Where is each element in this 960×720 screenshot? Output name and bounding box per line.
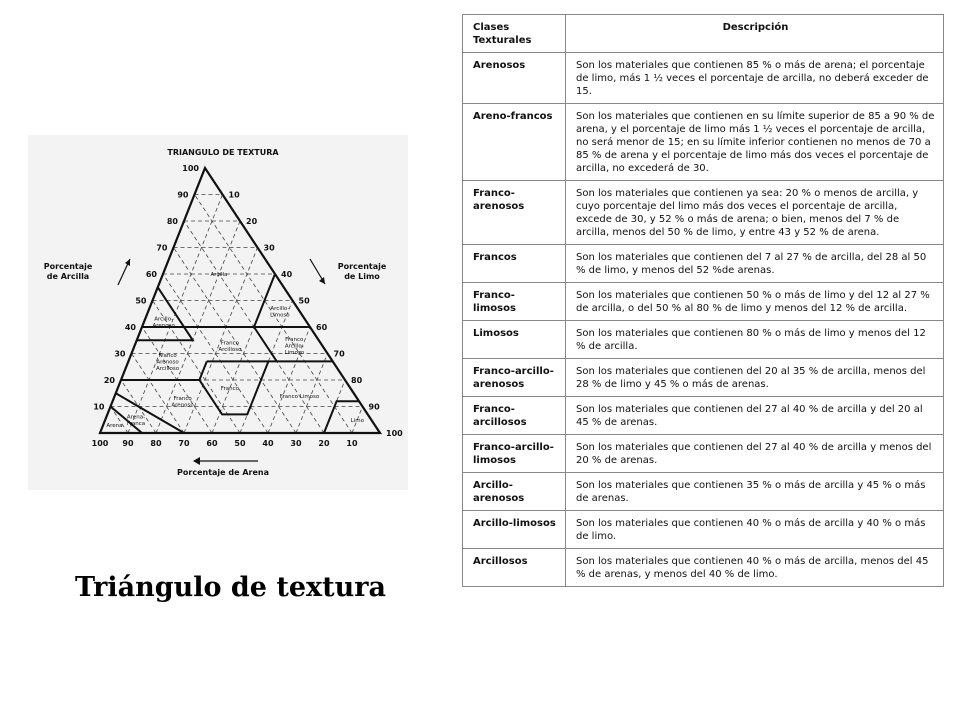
header-description: Descripción: [566, 15, 944, 53]
clay-tick-label: 60: [145, 270, 157, 279]
texture-class-name: Franco-arcillo-arenosos: [463, 359, 566, 397]
region-label: Arcilloso: [218, 346, 242, 353]
clay-tick-label: 40: [124, 323, 136, 332]
texture-class-name: Areno-francos: [463, 104, 566, 181]
table-row: [463, 283, 944, 321]
sand-tick-label: 10: [346, 439, 358, 448]
texture-classes-table: [462, 14, 944, 587]
table-row: [463, 359, 944, 397]
silt-tick-label: 100: [386, 429, 403, 438]
region-label: Franca: [126, 421, 146, 427]
texture-class-description: Son los materiales que contienen del 20 al 35 % de arcilla, menos del 28 % de limo y 45 % o más de arenas.: [566, 359, 944, 397]
silt-tick-label: 70: [333, 349, 345, 359]
silt-tick-label: 10: [228, 190, 240, 200]
region-label: Arcillo-: [154, 316, 174, 323]
region-label: Franco: [220, 340, 240, 347]
sand-axis-label: Porcentaje de Arena: [177, 468, 269, 477]
clay-tick-label: 80: [166, 217, 178, 226]
clay-tick-label: 20: [103, 376, 115, 385]
texture-class-description: Son los materiales que contienen 50 % o más de limo y del 12 al 27 % de arcilla, o del 50 % al 80 % de limo y menos del 12 % de arcilla.: [566, 283, 944, 321]
figure-caption: Triángulo de textura: [75, 572, 386, 603]
table-row: [463, 53, 944, 104]
texture-class-description: Son los materiales que contienen del 7 al 27 % de arcilla, del 28 al 50 % de limo, y menos del 52 %de arenas.: [566, 245, 944, 283]
clay-tick-label: 30: [114, 349, 126, 359]
region-label: Franco Limoso: [279, 393, 320, 400]
region-label: Franco: [220, 385, 240, 392]
region-label: Franco: [285, 337, 304, 343]
sand-tick-label: 60: [206, 439, 218, 448]
table-row: [463, 549, 944, 587]
clay-tick-label: 50: [135, 296, 147, 306]
clay-tick-label: 10: [93, 402, 105, 412]
region-label: Arcilloso: [156, 365, 180, 372]
table-row: [463, 321, 944, 359]
texture-triangle-diagram: [28, 135, 408, 490]
texture-class-name: Francos: [463, 245, 566, 283]
sand-tick-label: 100: [91, 439, 109, 448]
texture-class-name: Franco-arenosos: [463, 181, 566, 245]
header-texture-class: Clases Texturales: [463, 15, 566, 53]
clay-tick-label: 90: [177, 190, 189, 200]
region-label: Arcillo-: [284, 343, 304, 350]
texture-class-name: Arenosos: [463, 53, 566, 104]
region-label: Arena-: [126, 414, 146, 421]
class-boundary: [254, 327, 277, 361]
clay-tick-label: 70: [156, 243, 168, 253]
texture-class-name: Arcillo-arenosos: [463, 473, 566, 511]
table-row: [463, 181, 944, 245]
table-header-row: [463, 15, 944, 53]
clay-tick-label: 100: [182, 164, 199, 173]
texture-class-description: Son los materiales que contienen 40 % o más de arcilla, menos del 45 % de arenas, y menos del 40 % de limo.: [566, 549, 944, 587]
diagram-title: TRIANGULO DE TEXTURA: [167, 148, 279, 157]
texture-class-description: Son los materiales que contienen 40 % o más de arcilla y 40 % o más de limo.: [566, 511, 944, 549]
region-label: Limoso: [270, 312, 290, 319]
region-label: Arcillo-: [270, 305, 290, 312]
silt-axis-label-line2: de Limo: [344, 272, 380, 281]
sand-tick-label: 20: [318, 439, 330, 448]
silt-tick-label: 40: [281, 270, 293, 279]
table-row: [463, 245, 944, 283]
region-label: Limoso: [284, 350, 305, 356]
table-row: [463, 435, 944, 473]
sand-tick-label: 30: [290, 439, 302, 448]
region-label: Arena: [106, 423, 123, 430]
sand-tick-label: 80: [150, 439, 162, 448]
clay-axis-label-line2: de Arcilla: [46, 272, 90, 281]
texture-class-description: Son los materiales que contienen 85 % o más de arena; el porcentaje de limo, más 1 ½ veces el porcentaje de arcilla, no deberá exceder de 15.: [566, 53, 944, 104]
silt-axis-label-line1: Porcentaje: [337, 262, 387, 271]
table-row: [463, 104, 944, 181]
sand-arrowhead: [193, 457, 200, 465]
region-label: Arenoso: [156, 359, 179, 366]
table-row: [463, 473, 944, 511]
sand-tick-label: 50: [234, 439, 246, 448]
texture-class-name: Franco-arcillosos: [463, 397, 566, 435]
silt-tick-label: 50: [298, 296, 310, 306]
texture-class-name: Arcillo-limosos: [463, 511, 566, 549]
region-label: Arcilla: [210, 272, 228, 278]
sand-tick-label: 40: [262, 439, 274, 448]
texture-class-description: Son los materiales que contienen del 27 al 40 % de arcilla y del 20 al 45 % de arenas.: [566, 397, 944, 435]
texture-class-name: Franco-arcillo-limosos: [463, 435, 566, 473]
texture-class-description: Son los materiales que contienen en su límite superior de 85 a 90 % de arena, y el porcentaje de limo más 1 ½ veces el porcentaje de arcilla, no será menor de 15; en su límite inferior contienen no menos de 70 a 85 % de arena y el porcentaje de limo más dos veces el porcentaje de arcilla, no excederá de 30.: [566, 104, 944, 181]
table-row: [463, 511, 944, 549]
silt-tick-label: 90: [368, 402, 380, 412]
silt-tick-label: 20: [246, 217, 258, 226]
silt-tick-label: 80: [351, 376, 363, 385]
texture-class-description: Son los materiales que contienen 80 % o más de limo y menos del 12 % de arcilla.: [566, 321, 944, 359]
texture-class-name: Franco-limosos: [463, 283, 566, 321]
sand-tick-label: 90: [122, 439, 134, 448]
texture-class-name: Limosos: [463, 321, 566, 359]
region-label: Franco: [158, 352, 177, 359]
region-label: Franco: [173, 396, 192, 402]
texture-class-description: Son los materiales que contienen del 27 al 40 % de arcilla y menos del 20 % de arenas.: [566, 435, 944, 473]
texture-class-description: Son los materiales que contienen ya sea: 20 % o menos de arcilla, y cuyo porcentaje del limo más dos veces el porcentaje de arcilla, excede de 30, y 52 % o más de arena; o bien, menos del 7 % de arcilla, menos del 50 % de limo, y entre 43 y 52 % de arena.: [566, 181, 944, 245]
table-row: [463, 397, 944, 435]
clay-axis-label-line1: Porcentaje: [43, 262, 93, 271]
texture-class-name: Arcillosos: [463, 549, 566, 587]
region-label: Arenoso: [152, 322, 175, 329]
texture-class-description: Son los materiales que contienen 35 % o más de arcilla y 45 % o más de arenas.: [566, 473, 944, 511]
region-label: Arenoso: [171, 402, 194, 409]
silt-tick-label: 30: [263, 243, 275, 253]
region-label: Limo: [350, 417, 364, 424]
silt-tick-label: 60: [316, 323, 328, 332]
sand-tick-label: 70: [178, 439, 190, 448]
texture-triangle-figure: [28, 135, 408, 490]
